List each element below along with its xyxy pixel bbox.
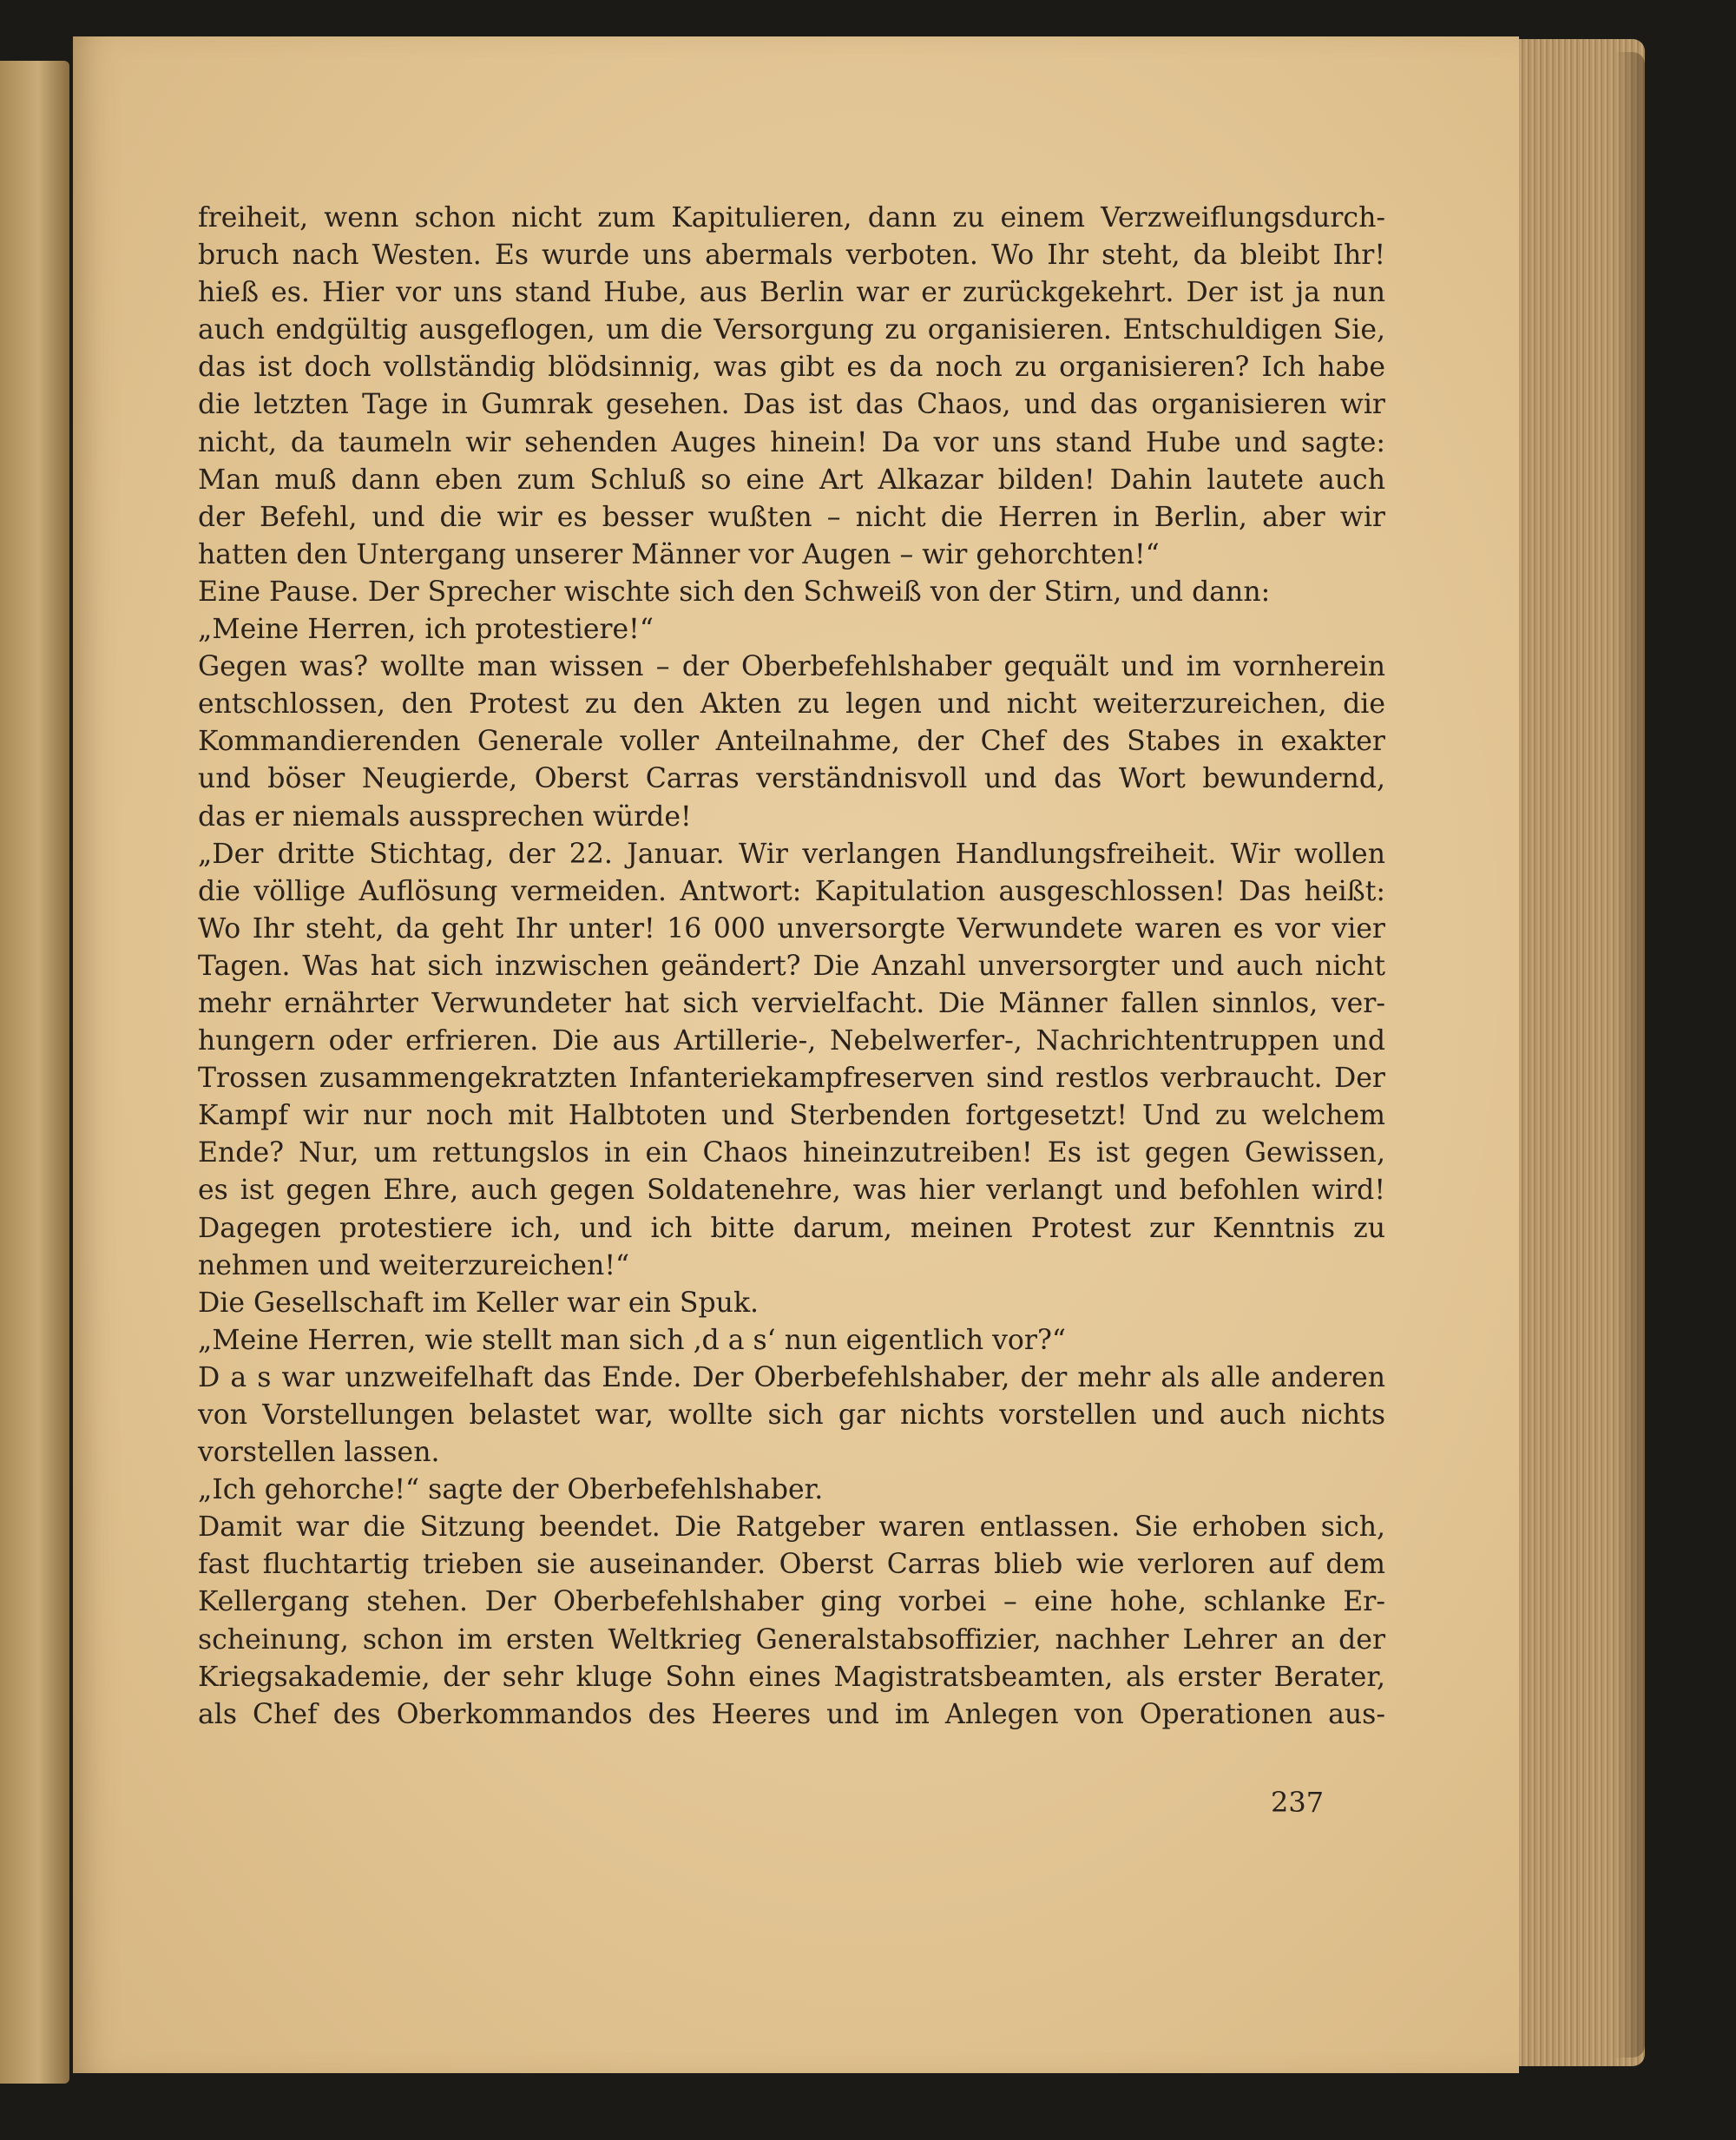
text-line: hieß es. Hier vor uns stand Hube, aus Berlin war er zurückgekehrt. Der ist ja nun bbox=[198, 277, 1385, 309]
text-line: hatten den Untergang unserer Männer vor Augen – wir gehorchten!“ bbox=[198, 538, 1160, 570]
text-line: nicht, da taumeln wir sehenden Auges hinein! Da vor uns stand Hube und sagte: bbox=[198, 426, 1385, 458]
text-line: Kommandierenden Generale voller Anteilnahme, der Chef des Stabes in exakter bbox=[198, 726, 1385, 758]
text-line: es ist gegen Ehre, auch gegen Soldatenehre, was hier verlangt und befohlen wird! bbox=[198, 1175, 1385, 1207]
text-line: scheinung, schon im ersten Weltkrieg Generalstabsoffizier, nachher Lehrer an der bbox=[198, 1623, 1385, 1656]
text-line: nehmen und weiterzureichen!“ bbox=[198, 1249, 630, 1281]
text-line: Trossen zusammengekratzten Infanteriekampfreserven sind restlos verbraucht. Der bbox=[198, 1063, 1385, 1095]
text-line: die letzten Tage in Gumrak gesehen. Das ist das Chaos, und das organisieren wir bbox=[198, 389, 1385, 421]
text-line: entschlossen, den Protest zu den Akten zu legen und nicht weiterzureichen, die bbox=[198, 688, 1385, 721]
text-line: Tagen. Was hat sich inzwischen geändert? Die Anzahl unversorgter und auch nicht bbox=[198, 950, 1385, 982]
text-line: mehr ernährter Verwundeter hat sich vervielfacht. Die Männer fallen sinnlos, ver- bbox=[198, 987, 1385, 1019]
text-line: fast fluchtartig trieben sie auseinander. Oberst Carras blieb wie verloren auf dem bbox=[198, 1549, 1385, 1581]
text-line: Eine Pause. Der Sprecher wischte sich den Schweiß von der Stirn, und dann: bbox=[198, 576, 1271, 608]
text-line: Kriegsakademie, der sehr kluge Sohn eines Magistratsbeamten, als erster Berater, bbox=[198, 1661, 1385, 1693]
text-line: D a s war unzweifelhaft das Ende. Der Oberbefehlshaber, der mehr als alle anderen bbox=[198, 1361, 1385, 1393]
text-line: hungern oder erfrieren. Die aus Artillerie-, Nebelwerfer-, Nachrichtentruppen und bbox=[198, 1025, 1385, 1057]
text-line: „Meine Herren, wie stellt man sich ‚d a s‘ nun eigentlich vor?“ bbox=[198, 1324, 1066, 1356]
text-line: Ende? Nur, um rettungslos in ein Chaos hineinzutreiben! Es ist gegen Gewissen, bbox=[198, 1137, 1385, 1169]
text-line: Gegen was? wollte man wissen – der Oberbefehlshaber gequält und im vornherein bbox=[198, 651, 1385, 683]
text-line: „Meine Herren, ich protestiere!“ bbox=[198, 614, 654, 646]
text-line: Wo Ihr steht, da geht Ihr unter! 16 000 unversorgte Verwundete waren es vor vier bbox=[198, 912, 1385, 945]
book-page bbox=[73, 36, 1519, 2073]
text-line: Kellergang stehen. Der Oberbefehlshaber ging vorbei – eine hohe, schlanke Er- bbox=[198, 1586, 1385, 1618]
page-number: 237 bbox=[1271, 1786, 1325, 1819]
text-line: das ist doch vollständig blödsinnig, was gibt es da noch zu organisieren? Ich habe bbox=[198, 352, 1385, 384]
text-line: Damit war die Sitzung beendet. Die Ratgeber waren entlassen. Sie erhoben sich, bbox=[198, 1511, 1385, 1544]
text-line: und böser Neugierde, Oberst Carras verständnisvoll und das Wort bewundernd, bbox=[198, 763, 1385, 795]
text-line: „Der dritte Stichtag, der 22. Januar. Wir verlangen Handlungsfreiheit. Wir wollen bbox=[198, 838, 1385, 870]
text-line: bruch nach Westen. Es wurde uns abermals verboten. Wo Ihr steht, da bleibt Ihr! bbox=[198, 240, 1385, 272]
left-page-edge bbox=[0, 61, 69, 2084]
body-text bbox=[198, 200, 1385, 1734]
text-line: der Befehl, und die wir es besser wußten – nicht die Herren in Berlin, aber wir bbox=[198, 501, 1385, 533]
text-line: als Chef des Oberkommandos des Heeres und im Anlegen von Operationen aus- bbox=[198, 1698, 1385, 1730]
text-line: Kampf wir nur noch mit Halbtoten und Sterbenden fortgesetzt! Und zu welchem bbox=[198, 1100, 1385, 1132]
text-line: Man muß dann eben zum Schluß so eine Art Alkazar bilden! Dahin lautete auch bbox=[198, 464, 1385, 496]
text-line: Die Gesellschaft im Keller war ein Spuk. bbox=[198, 1287, 760, 1319]
text-line: das er niemals aussprechen würde! bbox=[198, 800, 692, 833]
text-line: von Vorstellungen belastet war, wollte sich gar nichts vorstellen und auch nichts bbox=[198, 1399, 1385, 1431]
text-line: „Ich gehorche!“ sagte der Oberbefehlshaber. bbox=[198, 1474, 824, 1506]
page-stack-shadow bbox=[1614, 52, 1645, 2058]
text-line: freiheit, wenn schon nicht zum Kapitulieren, dann zu einem Verzweiflungsdurch- bbox=[198, 202, 1385, 234]
text-line: vorstellen lassen. bbox=[198, 1437, 440, 1469]
text-line: die völlige Auflösung vermeiden. Antwort: Kapitulation ausgeschlossen! Das heißt: bbox=[198, 875, 1385, 907]
text-line: auch endgültig ausgeflogen, um die Versorgung zu organisieren. Entschuldigen Sie, bbox=[198, 314, 1385, 346]
text-line: Dagegen protestiere ich, und ich bitte darum, meinen Protest zur Kenntnis zu bbox=[198, 1212, 1385, 1244]
